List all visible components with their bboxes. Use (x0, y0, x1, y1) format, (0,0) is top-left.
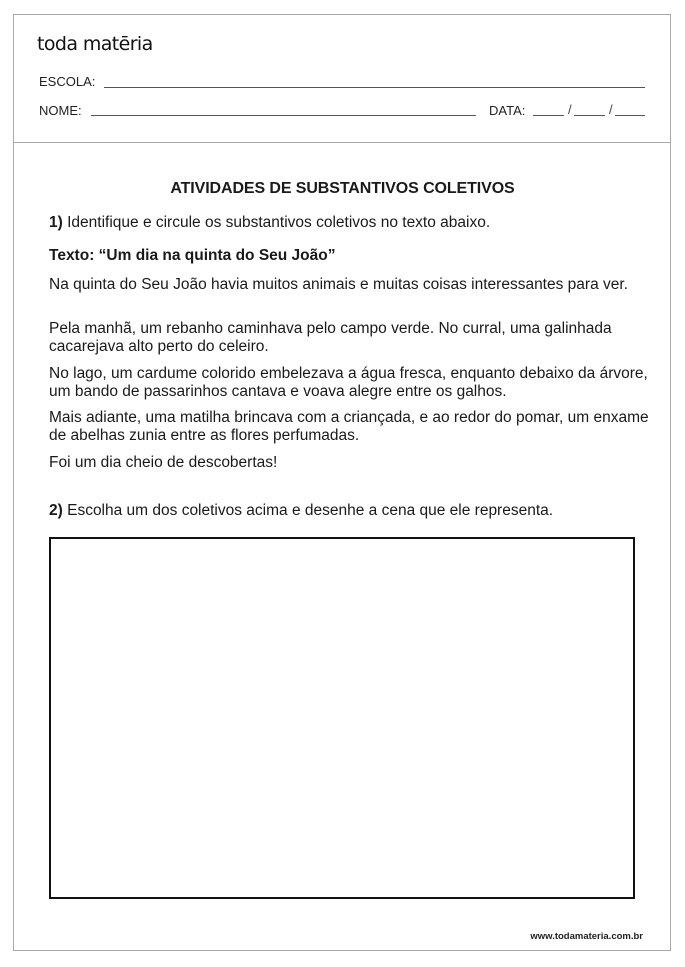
date-label: DATA: (489, 103, 526, 118)
date-day-line[interactable] (533, 115, 564, 116)
paragraph-5: Foi um dia cheio de descobertas! (49, 454, 278, 471)
date-separator: / (568, 102, 572, 117)
school-input-line[interactable] (104, 87, 645, 88)
footer-website: www.todamateria.com.br (530, 931, 643, 942)
header-divider (13, 142, 671, 143)
question-2-text: Escolha um dos coletivos acima e desenhe a cena que ele representa. (62, 502, 554, 519)
name-input-line[interactable] (91, 115, 476, 116)
brand-logo: toda matēria (37, 33, 153, 55)
date-separator: / (609, 102, 613, 117)
date-month-line[interactable] (574, 115, 605, 116)
question-1 (49, 214, 490, 232)
paragraph-4: Mais adiante, uma matilha brincava com a criançada, e ao redor do pomar, um enxame de abelhas zunia entre as flores perfumadas. (49, 409, 649, 444)
paragraph-1: Na quinta do Seu João havia muitos animais e muitas coisas interessantes para ver. (49, 276, 628, 293)
worksheet-title: ATIVIDADES DE SUBSTANTIVOS COLETIVOS (170, 180, 515, 197)
school-label: ESCOLA: (39, 74, 96, 89)
paragraph-2: Pela manhã, um rebanho caminhava pelo campo verde. No curral, uma galinhada cacarejava alto perto do celeiro. (49, 320, 612, 355)
question-2-number: 2) (49, 502, 63, 519)
question-1-number: 1) (49, 214, 63, 231)
question-2 (49, 502, 553, 520)
text-title: Texto: “Um dia na quinta do Seu João” (49, 247, 336, 264)
question-1-text: Identifique e circule os substantivos coletivos no texto abaixo. (62, 214, 491, 231)
date-year-line[interactable] (615, 115, 645, 116)
drawing-area[interactable] (49, 537, 635, 899)
paragraph-3: No lago, um cardume colorido embelezava a água fresca, enquanto debaixo da árvore, um bando de passarinhos cantava e voava alegre entre os galhos. (49, 365, 648, 400)
name-label: NOME: (39, 103, 82, 118)
